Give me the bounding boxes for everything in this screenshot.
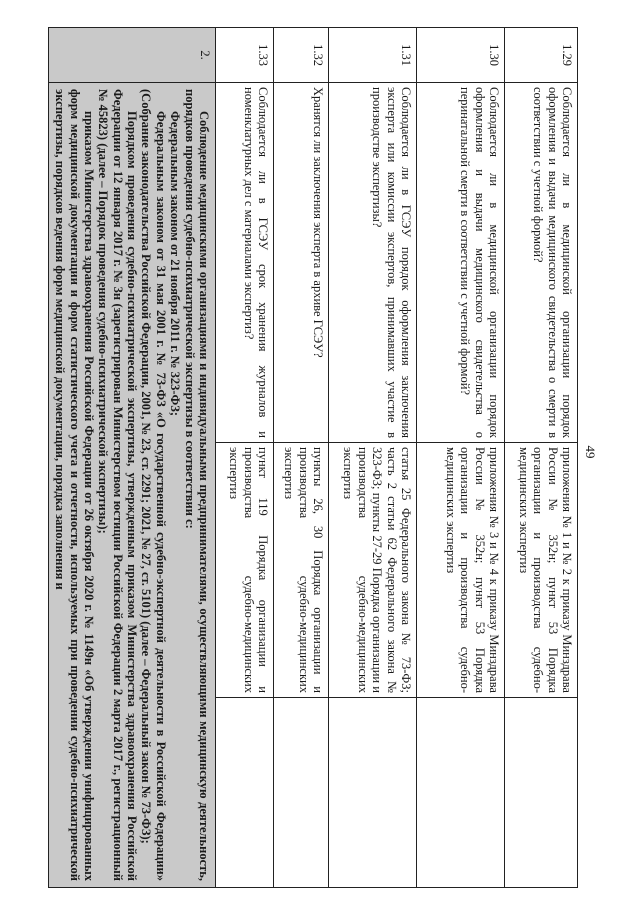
row-number: 1.32 xyxy=(274,28,329,83)
section-number: 2. xyxy=(48,28,215,83)
reference-cell: приложения № 1 и № 2 к приказу Минздрава России № 352н; пункт 53 Порядка организации и производства судебно-медицинских экспертиз xyxy=(505,443,578,698)
row-number: 1.31 xyxy=(329,28,417,83)
checklist-table xyxy=(48,27,578,888)
question-cell: Соблюдается ли в медицинской организации порядок оформления и выдачи медицинского свидетельства о смерти в соответствии с учетной формой? xyxy=(505,83,578,443)
reference-cell: статья 25 Федерального закона № 73-ФЗ; часть 2 статьи 62 Федерального закона № 323-ФЗ; пункты 27-29 Порядка организации и производства судебно-медицинских экспертиз xyxy=(329,443,417,698)
answer-cell xyxy=(274,698,329,888)
question-cell: Хранятся ли заключения эксперта в архиве ГСЭУ? xyxy=(274,83,329,443)
reference-cell: пункт 119 Порядка организации и производства судебно-медицинских экспертиз xyxy=(216,443,274,698)
table-row xyxy=(216,28,274,888)
answer-cell xyxy=(329,698,417,888)
section-paragraph: Порядком проведения судебно-психиатрической экспертизы, утвержденным приказом Министерства здравоохранения Российской Федерации от 12 января 2017 г. № 3н (зарегистрирован Министерством юстиции Российской Федерации 2 марта 2017 г., регистрационный № 45823) (далее – Порядок проведения судебно-психиатрической экспертизы); xyxy=(96,89,140,881)
question-cell: Соблюдается ли в ГСЭУ срок хранения журналов и номенклатурных дел с материалами экспертиз? xyxy=(216,83,274,443)
question-cell: Соблюдается ли в медицинской организации порядок оформления и выдачи медицинского свидетельства о перинатальной смерти в соответствии с учетной формой? xyxy=(417,83,505,443)
section-row xyxy=(48,28,215,888)
reference-cell: приложения № 3 и № 4 к приказу Минздрава России № 352н; пункт 53 Порядка организации и производства судебно-медицинских экспертиз xyxy=(417,443,505,698)
row-number: 1.33 xyxy=(216,28,274,83)
answer-cell xyxy=(216,698,274,888)
row-number: 1.30 xyxy=(417,28,505,83)
page-number: 49 xyxy=(583,445,598,459)
section-paragraph: Соблюдение медицинскими организациями и индивидуальными предпринимателями, осуществляющими медицинскую деятельность, порядков проведения судебно-психиатрической экспертизы в соответствии с: xyxy=(182,89,211,881)
answer-cell xyxy=(505,698,578,888)
checklist-page xyxy=(3,27,578,887)
reference-cell: пункты 26, 30 Порядка организации и производства судебно-медицинских экспертиз xyxy=(274,443,329,698)
table-row xyxy=(417,28,505,888)
table-row xyxy=(329,28,417,888)
section-paragraph: приказом Министерства здравоохранения Российской Федерации от 26 октября 2020 г. № 1149н «Об утверждении унифицированных форм медицинской документации и форм статистического учета и отчетности, используемых при проведении судебно-психиатрической экспертизы, порядков ведения форм медицинской документации, порядка заполнения и xyxy=(53,89,96,881)
row-number: 1.29 xyxy=(505,28,578,83)
section-text xyxy=(48,83,215,888)
table-row xyxy=(274,28,329,888)
section-paragraph: Федеральным законом от 21 ноября 2011 г. № 323-ФЗ; xyxy=(168,111,183,417)
section-paragraph: Федеральным законом от 31 мая 2001 г. № 73-ФЗ «О государственной судебно-экспертной деятельности в Российской Федерации» (Собрание законодательства Российской Федерации, 2001, № 23, ст. 2291; 2021, № 27, ст. 5101) (далее – Федеральный закон № 73-ФЗ); xyxy=(139,89,168,881)
answer-cell xyxy=(417,698,505,888)
question-cell: Соблюдается ли в ГСЭУ порядок оформления заключения эксперта или комиссии экспертов, принимавших участие в производстве экспертизы? xyxy=(329,83,417,443)
table-row xyxy=(505,28,578,888)
